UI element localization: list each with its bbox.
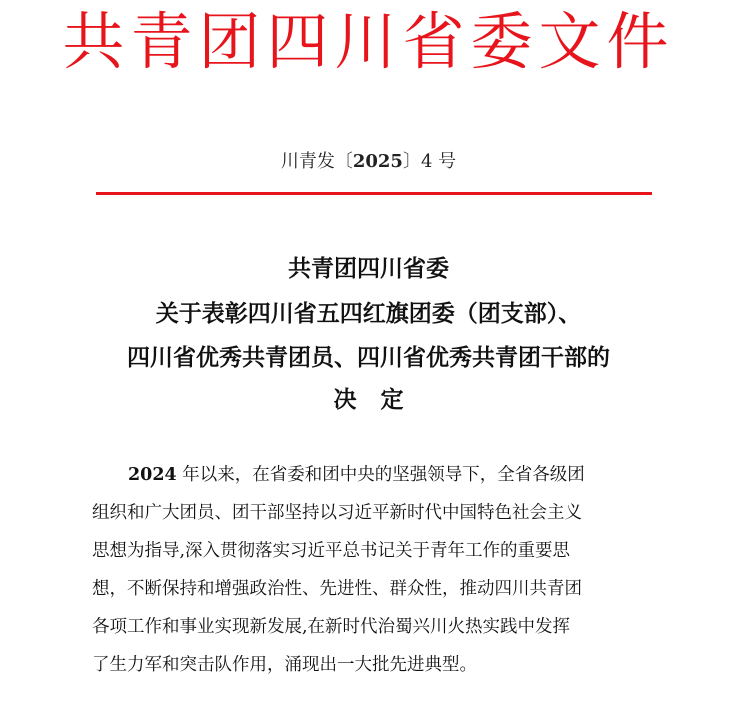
title-line-1: 共青团四川省委 [288, 256, 449, 282]
document-masthead: 共青团四川省委文件 [62, 5, 675, 78]
body-line-3: 思想为指导,深入贯彻落实习近平总书记关于青年工作的重要思 [92, 541, 571, 561]
title-line-3: 四川省优秀共青团员、四川省优秀共青团干部的 [127, 345, 610, 371]
document-number-year: 2025 [352, 151, 403, 172]
body-year: 2024 [128, 465, 177, 485]
document-number [0, 150, 737, 174]
body-line-5: 各项工作和事业实现新发展,在新时代治蜀兴川火热实践中发挥 [92, 617, 571, 637]
title-line-2: 关于表彰四川省五四红旗团委（团支部）、 [155, 301, 582, 327]
body-line-6: 了生力军和突击队作用，涌现出一大批先进典型。 [92, 655, 477, 675]
body-line-4: 想，不断保持和增强政治性、先进性、群众性，推动四川共青团 [92, 579, 582, 599]
title-line-4: 决定 [333, 387, 428, 413]
document-number-prefix: 川青发〔 [280, 151, 353, 172]
red-divider-line [96, 192, 652, 195]
body-line-2: 组织和广大团员、团干部坚持以习近平新时代中国特色社会主义 [92, 503, 582, 523]
body-line-1 [92, 461, 652, 489]
document-number-suffix: 〕4 号 [402, 151, 457, 172]
body-line-1-text: 年以来，在省委和团中央的坚强领导下，全省各级团 [176, 465, 585, 485]
